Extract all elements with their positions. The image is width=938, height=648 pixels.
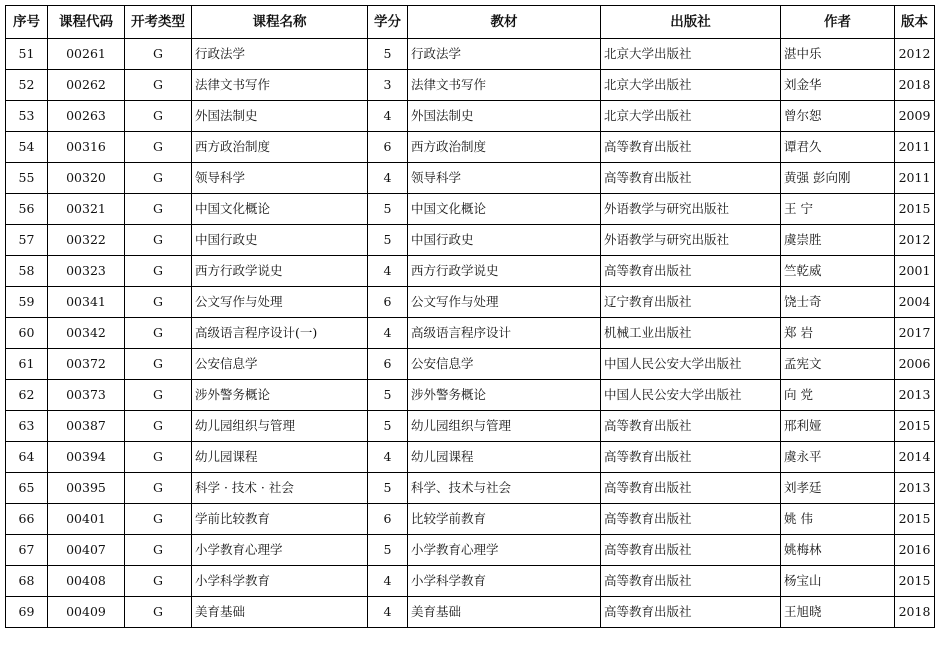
cell-credits: 5 [368,380,408,411]
cell-textbook: 西方政治制度 [408,132,601,163]
cell-author: 邢利娅 [781,411,895,442]
cell-credits: 6 [368,287,408,318]
cell-course-name: 幼儿园课程 [192,442,368,473]
cell-author: 向 党 [781,380,895,411]
cell-publisher: 高等教育出版社 [601,256,781,287]
cell-course-code: 00341 [48,287,125,318]
cell-course-code: 00342 [48,318,125,349]
cell-course-code: 00261 [48,39,125,70]
cell-publisher: 北京大学出版社 [601,39,781,70]
cell-course-code: 00407 [48,535,125,566]
table-row [6,39,935,70]
table-row [6,380,935,411]
cell-textbook: 法律文书写作 [408,70,601,101]
table-row [6,194,935,225]
cell-edition: 2015 [895,504,935,535]
cell-serial-number: 68 [6,566,48,597]
cell-course-code: 00409 [48,597,125,628]
cell-exam-type: G [125,349,192,380]
cell-credits: 6 [368,349,408,380]
cell-edition: 2001 [895,256,935,287]
cell-author: 饶士奇 [781,287,895,318]
cell-author: 姚梅林 [781,535,895,566]
cell-exam-type: G [125,442,192,473]
cell-publisher: 高等教育出版社 [601,132,781,163]
cell-course-name: 高级语言程序设计(一) [192,318,368,349]
cell-exam-type: G [125,318,192,349]
cell-serial-number: 58 [6,256,48,287]
cell-credits: 5 [368,535,408,566]
header-edition: 版本 [895,6,935,39]
cell-author: 曾尔恕 [781,101,895,132]
cell-edition: 2011 [895,163,935,194]
table-row [6,411,935,442]
cell-credits: 5 [368,411,408,442]
cell-textbook: 小学教育心理学 [408,535,601,566]
cell-course-name: 小学教育心理学 [192,535,368,566]
cell-course-name: 涉外警务概论 [192,380,368,411]
cell-edition: 2017 [895,318,935,349]
cell-edition: 2013 [895,380,935,411]
cell-credits: 4 [368,318,408,349]
cell-course-name: 行政法学 [192,39,368,70]
cell-textbook: 中国文化概论 [408,194,601,225]
table-body [6,39,935,628]
cell-publisher: 高等教育出版社 [601,411,781,442]
cell-credits: 4 [368,566,408,597]
cell-course-code: 00387 [48,411,125,442]
cell-edition: 2012 [895,39,935,70]
cell-exam-type: G [125,194,192,225]
cell-serial-number: 55 [6,163,48,194]
cell-course-name: 科学 · 技术 · 社会 [192,473,368,504]
table-row [6,473,935,504]
cell-exam-type: G [125,132,192,163]
cell-exam-type: G [125,163,192,194]
cell-author: 虞永平 [781,442,895,473]
table-row [6,504,935,535]
cell-exam-type: G [125,39,192,70]
cell-edition: 2015 [895,566,935,597]
cell-textbook: 比较学前教育 [408,504,601,535]
cell-exam-type: G [125,535,192,566]
cell-exam-type: G [125,566,192,597]
cell-publisher: 中国人民公安大学出版社 [601,380,781,411]
cell-publisher: 高等教育出版社 [601,535,781,566]
cell-course-name: 中国行政史 [192,225,368,256]
cell-publisher: 外语教学与研究出版社 [601,194,781,225]
cell-exam-type: G [125,101,192,132]
cell-course-code: 00262 [48,70,125,101]
cell-author: 郑 岩 [781,318,895,349]
cell-textbook: 中国行政史 [408,225,601,256]
table-row [6,566,935,597]
cell-publisher: 高等教育出版社 [601,504,781,535]
cell-publisher: 中国人民公安大学出版社 [601,349,781,380]
cell-course-name: 外国法制史 [192,101,368,132]
cell-author: 杨宝山 [781,566,895,597]
cell-course-code: 00408 [48,566,125,597]
cell-textbook: 高级语言程序设计 [408,318,601,349]
cell-course-code: 00316 [48,132,125,163]
cell-credits: 4 [368,442,408,473]
header-row [6,6,935,39]
cell-textbook: 小学科学教育 [408,566,601,597]
table-row [6,318,935,349]
cell-exam-type: G [125,504,192,535]
cell-serial-number: 63 [6,411,48,442]
cell-textbook: 美育基础 [408,597,601,628]
cell-credits: 5 [368,225,408,256]
cell-textbook: 外国法制史 [408,101,601,132]
cell-course-name: 公安信息学 [192,349,368,380]
cell-publisher: 高等教育出版社 [601,473,781,504]
table-row [6,442,935,473]
cell-course-name: 领导科学 [192,163,368,194]
cell-course-name: 学前比较教育 [192,504,368,535]
cell-textbook: 科学、技术与社会 [408,473,601,504]
cell-course-code: 00395 [48,473,125,504]
cell-publisher: 辽宁教育出版社 [601,287,781,318]
cell-serial-number: 65 [6,473,48,504]
cell-author: 姚 伟 [781,504,895,535]
table-row [6,287,935,318]
table-row [6,256,935,287]
cell-course-name: 小学科学教育 [192,566,368,597]
cell-edition: 2018 [895,597,935,628]
table-row [6,70,935,101]
table-row [6,163,935,194]
cell-author: 刘金华 [781,70,895,101]
cell-publisher: 北京大学出版社 [601,101,781,132]
cell-exam-type: G [125,287,192,318]
cell-textbook: 幼儿园课程 [408,442,601,473]
cell-author: 孟宪文 [781,349,895,380]
cell-textbook: 西方行政学说史 [408,256,601,287]
cell-serial-number: 60 [6,318,48,349]
cell-credits: 5 [368,194,408,225]
cell-course-code: 00394 [48,442,125,473]
cell-edition: 2018 [895,70,935,101]
cell-course-code: 00373 [48,380,125,411]
cell-course-name: 美育基础 [192,597,368,628]
cell-edition: 2009 [895,101,935,132]
cell-exam-type: G [125,70,192,101]
cell-serial-number: 51 [6,39,48,70]
cell-serial-number: 54 [6,132,48,163]
cell-serial-number: 52 [6,70,48,101]
cell-author: 竺乾威 [781,256,895,287]
cell-exam-type: G [125,380,192,411]
cell-textbook: 涉外警务概论 [408,380,601,411]
cell-serial-number: 69 [6,597,48,628]
cell-edition: 2013 [895,473,935,504]
cell-serial-number: 56 [6,194,48,225]
cell-edition: 2015 [895,194,935,225]
cell-course-code: 00323 [48,256,125,287]
cell-credits: 4 [368,163,408,194]
cell-credits: 4 [368,597,408,628]
cell-publisher: 北京大学出版社 [601,70,781,101]
cell-edition: 2012 [895,225,935,256]
cell-publisher: 高等教育出版社 [601,163,781,194]
table-row [6,597,935,628]
cell-serial-number: 53 [6,101,48,132]
cell-course-code: 00321 [48,194,125,225]
cell-publisher: 高等教育出版社 [601,442,781,473]
table-row [6,225,935,256]
cell-textbook: 公文写作与处理 [408,287,601,318]
cell-course-name: 法律文书写作 [192,70,368,101]
cell-serial-number: 67 [6,535,48,566]
cell-author: 虞崇胜 [781,225,895,256]
cell-author: 湛中乐 [781,39,895,70]
cell-publisher: 高等教育出版社 [601,597,781,628]
header-serial-number: 序号 [6,6,48,39]
cell-textbook: 幼儿园组织与管理 [408,411,601,442]
cell-textbook: 行政法学 [408,39,601,70]
header-publisher: 出版社 [601,6,781,39]
cell-publisher: 高等教育出版社 [601,566,781,597]
cell-exam-type: G [125,597,192,628]
header-credits: 学分 [368,6,408,39]
cell-author: 王旭晓 [781,597,895,628]
cell-course-name: 幼儿园组织与管理 [192,411,368,442]
table-row [6,132,935,163]
table-row [6,101,935,132]
cell-edition: 2016 [895,535,935,566]
cell-credits: 4 [368,101,408,132]
cell-serial-number: 66 [6,504,48,535]
cell-exam-type: G [125,473,192,504]
cell-credits: 3 [368,70,408,101]
table-row [6,349,935,380]
cell-edition: 2011 [895,132,935,163]
cell-serial-number: 62 [6,380,48,411]
cell-serial-number: 64 [6,442,48,473]
cell-author: 黄强 彭向刚 [781,163,895,194]
cell-credits: 5 [368,473,408,504]
cell-serial-number: 57 [6,225,48,256]
header-textbook: 教材 [408,6,601,39]
cell-publisher: 机械工业出版社 [601,318,781,349]
cell-course-code: 00401 [48,504,125,535]
course-textbook-table [5,5,935,628]
table-row [6,535,935,566]
cell-exam-type: G [125,411,192,442]
header-author: 作者 [781,6,895,39]
cell-exam-type: G [125,256,192,287]
cell-edition: 2006 [895,349,935,380]
cell-edition: 2015 [895,411,935,442]
cell-course-code: 00322 [48,225,125,256]
cell-course-name: 西方行政学说史 [192,256,368,287]
cell-edition: 2014 [895,442,935,473]
cell-course-name: 公文写作与处理 [192,287,368,318]
cell-credits: 6 [368,132,408,163]
cell-course-code: 00320 [48,163,125,194]
header-exam-type: 开考类型 [125,6,192,39]
cell-credits: 4 [368,256,408,287]
header-course-name: 课程名称 [192,6,368,39]
cell-credits: 6 [368,504,408,535]
cell-author: 刘孝廷 [781,473,895,504]
cell-textbook: 领导科学 [408,163,601,194]
cell-textbook: 公安信息学 [408,349,601,380]
cell-publisher: 外语教学与研究出版社 [601,225,781,256]
cell-serial-number: 59 [6,287,48,318]
cell-course-name: 中国文化概论 [192,194,368,225]
cell-author: 王 宁 [781,194,895,225]
cell-course-name: 西方政治制度 [192,132,368,163]
cell-credits: 5 [368,39,408,70]
cell-course-code: 00372 [48,349,125,380]
cell-edition: 2004 [895,287,935,318]
cell-exam-type: G [125,225,192,256]
header-course-code: 课程代码 [48,6,125,39]
cell-author: 谭君久 [781,132,895,163]
cell-serial-number: 61 [6,349,48,380]
cell-course-code: 00263 [48,101,125,132]
